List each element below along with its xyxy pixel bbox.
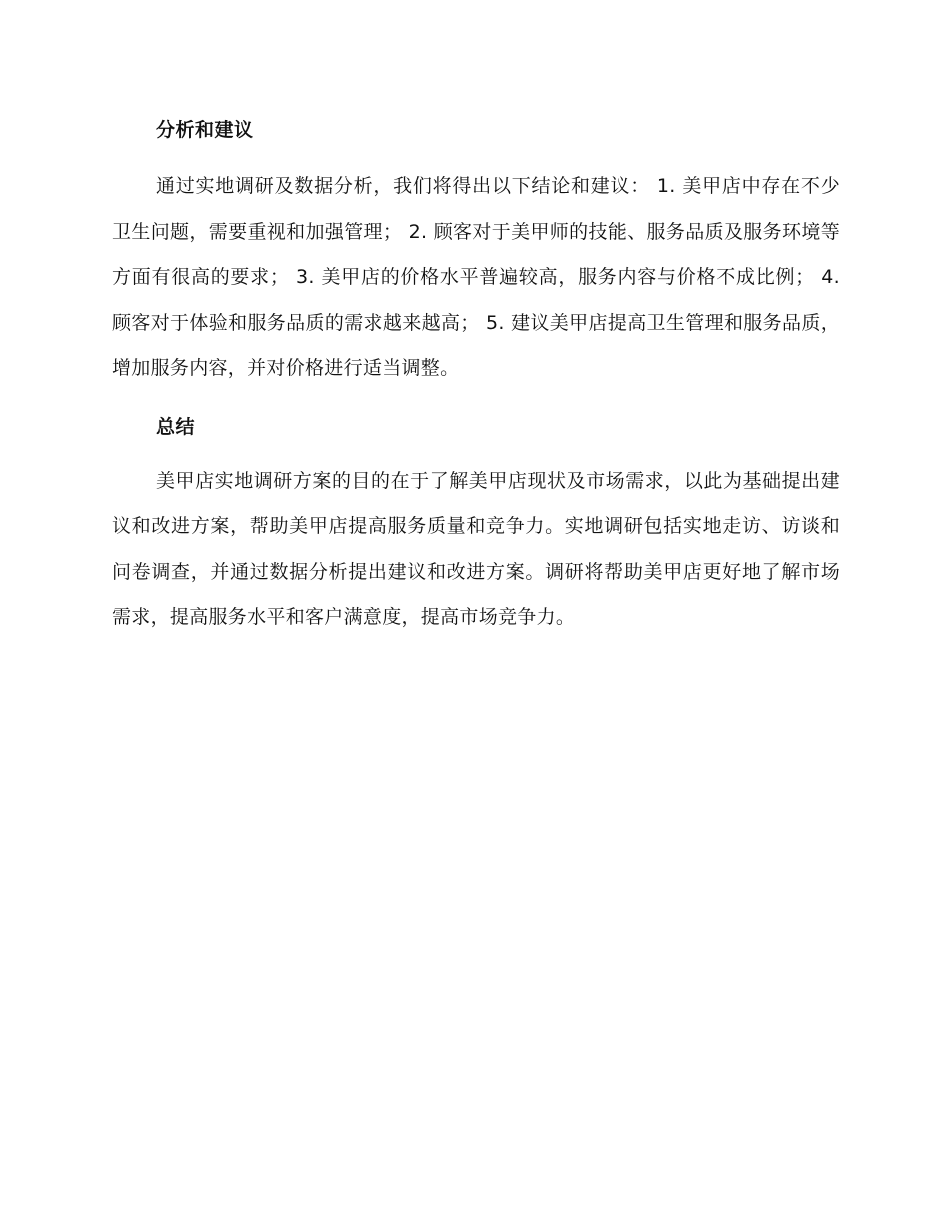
section-heading-analysis: 分析和建议 — [156, 119, 254, 141]
section-body-analysis: 通过实地调研及数据分析，我们将得出以下结论和建议： 1. 美甲店中存在不少卫生问题，需要重视和加强管理； 2. 顾客对于美甲师的技能、服务品质及服务环境等方面有很高的要求； 3. 美甲店的价格水平普遍较高，服务内容与价格不成比例； 4. 顾客对于体验和服务品质的需求越来越高； 5. 建议美甲店提高卫生管理和服务品质，增加服务内容，并对价格进行适当调整。 — [112, 175, 840, 379]
section-body-summary: 美甲店实地调研方案的目的在于了解美甲店现状及市场需求，以此为基础提出建议和改进方案，帮助美甲店提高服务质量和竞争力。实地调研包括实地走访、访谈和问卷调查，并通过数据分析提出建议和改进方案。调研将帮助美甲店更好地了解市场需求，提高服务水平和客户满意度，提高市场竞争力。 — [112, 469, 840, 628]
section-heading-summary: 总结 — [156, 415, 196, 438]
document-page — [112, 112, 840, 641]
